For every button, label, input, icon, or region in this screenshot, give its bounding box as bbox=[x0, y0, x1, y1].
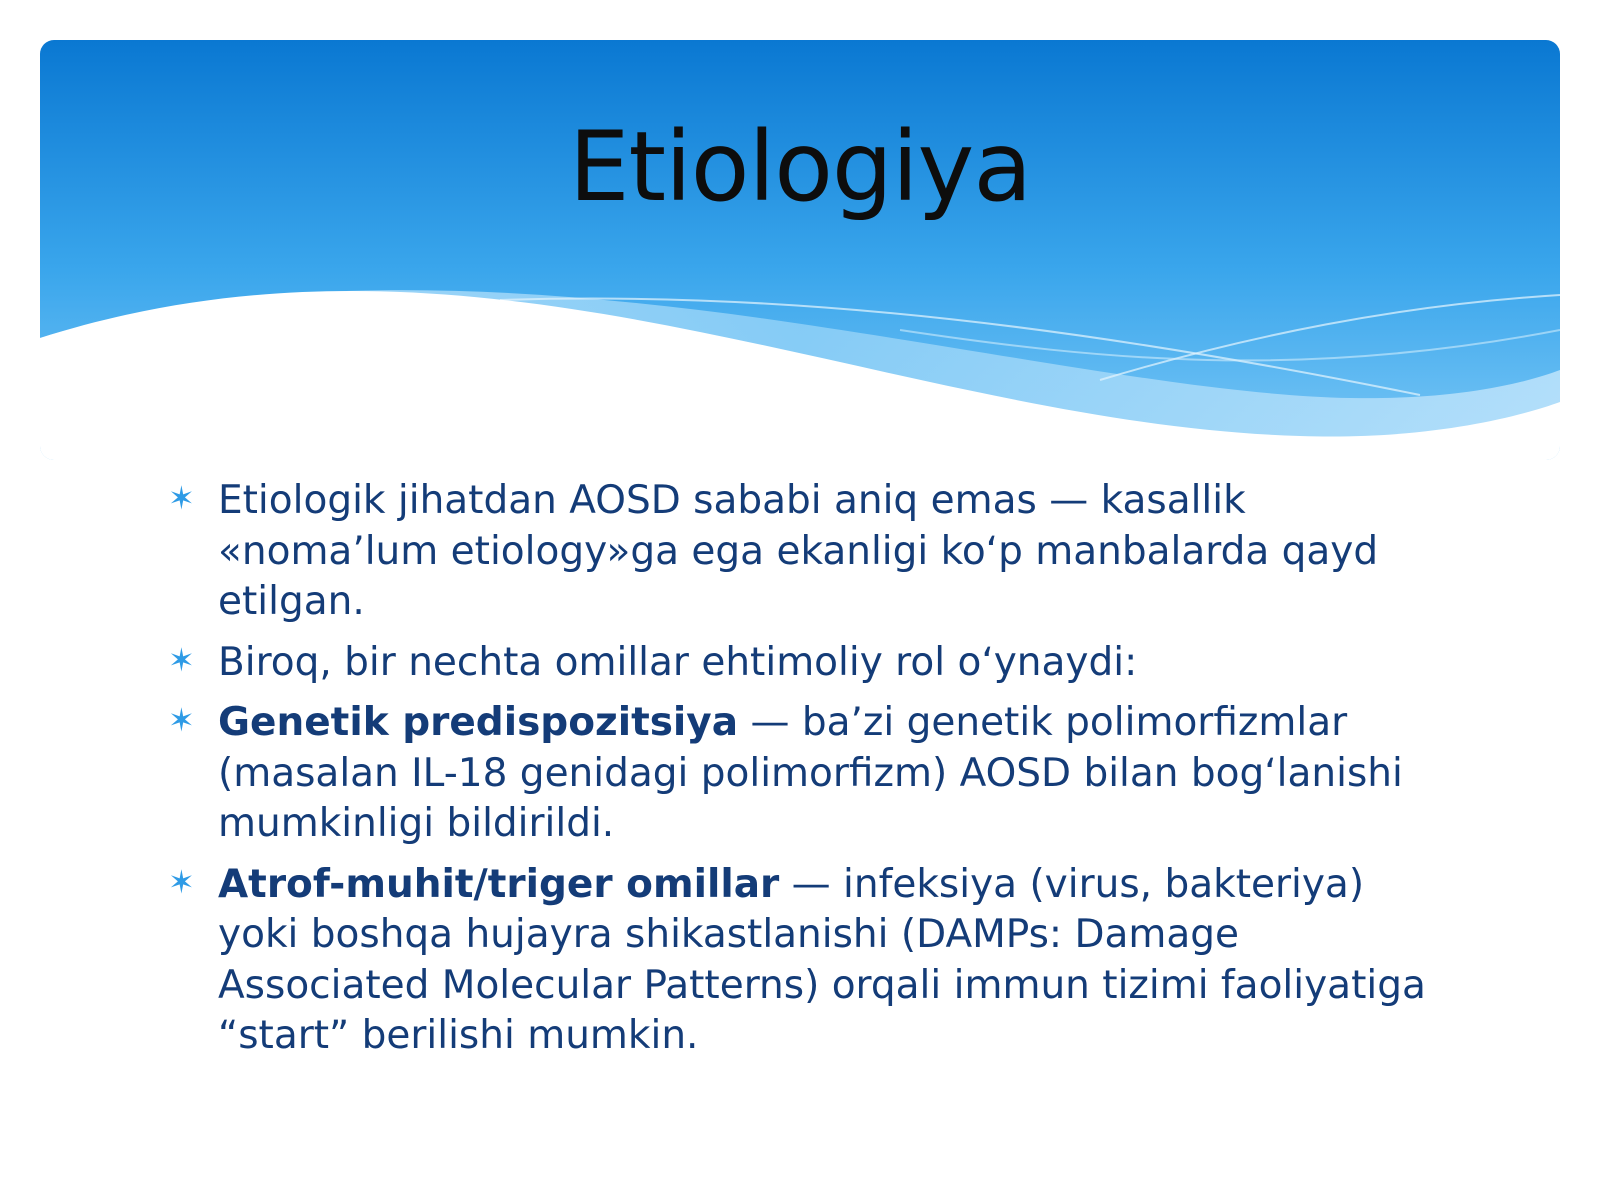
bullet-bold-term: Atrof-muhit/triger omillar bbox=[218, 861, 780, 907]
bullet-list bbox=[168, 476, 1438, 1072]
bullet-item bbox=[168, 476, 1438, 628]
slide-title: Etiologiya bbox=[568, 111, 1032, 223]
star-bullet-icon: ✶ bbox=[168, 701, 195, 739]
bullet-bold-term: Genetik predispozitsiya bbox=[218, 700, 739, 745]
bullet-text: — ba’zi genetik polimorfizmlar (masalan IL-18 genidagi polimorfizm) AOSD bilan bog‘lanishi mumkinligi bildirildi. bbox=[218, 700, 1403, 846]
bullet-text: Biroq, bir nechta omillar ehtimoliy rol o‘ynaydi: bbox=[218, 639, 1138, 685]
header-wave-background bbox=[0, 0, 1600, 460]
bullet-item bbox=[168, 698, 1438, 850]
star-bullet-icon: ✶ bbox=[168, 479, 195, 517]
bullet-item bbox=[168, 638, 1438, 689]
bullet-text: — infeksiya (virus, bakteriya) yoki boshqa hujayra shikastlanishi (DAMPs: Damage Associated Molecular Patterns) orqali immun tizimi faoliyatiga “start” berilishi mumkin. bbox=[218, 861, 1426, 1058]
star-bullet-icon: ✶ bbox=[168, 862, 195, 901]
bullet-text: Etiologik jihatdan AOSD sababi aniq emas — kasallik «noma’lum etiology»ga ega ekanligi ko‘p manbalarda qayd etilgan. bbox=[218, 478, 1379, 624]
bullet-item bbox=[168, 860, 1438, 1062]
star-bullet-icon: ✶ bbox=[168, 640, 195, 679]
